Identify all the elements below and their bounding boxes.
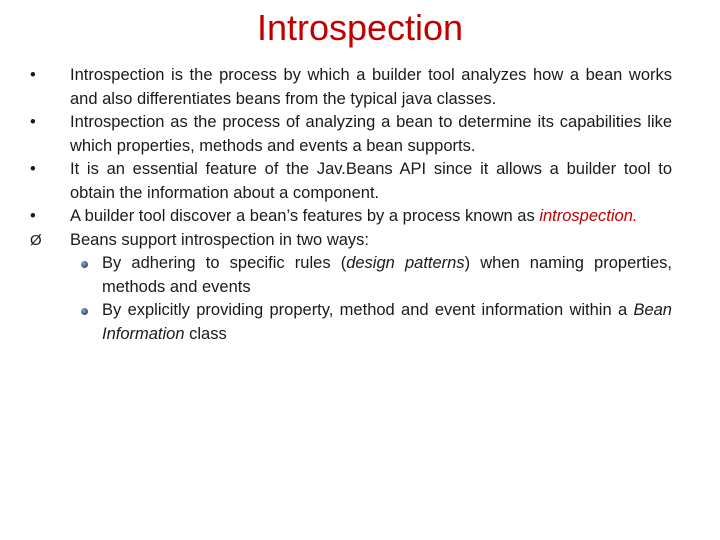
bullet-item xyxy=(30,205,672,229)
slide-body xyxy=(30,64,672,346)
sub-bullet-item xyxy=(30,252,672,299)
bullet-text: Introspection as the process of analyzing a bean to determine its capabilities like which properties, methods and events a bean supports. xyxy=(70,113,672,155)
arrow-bullet-icon: Ø xyxy=(30,231,42,249)
sub-bullet-dot-icon xyxy=(81,308,88,315)
sub-bullet-dot-icon xyxy=(81,261,88,268)
bullet-text: Introspection is the process by which a builder tool analyzes how a bean works and also differentiates beans from the typical java classes. xyxy=(70,66,672,108)
emphasis-term: Bean Information xyxy=(102,301,672,343)
slide-title: Introspection xyxy=(256,7,464,48)
bullet-icon: • xyxy=(30,207,36,225)
sub-bullet-text: class xyxy=(184,324,227,343)
emphasis-period: . xyxy=(632,207,638,225)
bullet-item xyxy=(30,158,672,205)
bullet-icon: • xyxy=(30,66,36,84)
arrow-item xyxy=(30,229,672,253)
sub-bullet-text: By explicitly providing property, method and event information within a xyxy=(102,301,634,319)
bullet-text: It is an essential feature of the Jav.Beans API since it allows a builder tool to obtain the information about a component. xyxy=(70,160,672,202)
bullet-icon: • xyxy=(30,113,36,131)
bullet-icon: • xyxy=(30,160,36,178)
sub-bullet-item xyxy=(30,299,672,346)
arrow-item-text: Beans support introspection in two ways: xyxy=(70,230,369,249)
bullet-text: A builder tool discover a bean’s features by a process known as xyxy=(70,207,540,225)
emphasis-term: introspection xyxy=(539,207,633,225)
bullet-item xyxy=(30,111,672,158)
bullet-item xyxy=(30,64,672,111)
sub-bullet-text: By adhering to specific rules ( xyxy=(102,254,347,272)
emphasis-term: design patterns xyxy=(346,254,465,272)
sub-bullet-text: ) when naming properties, methods and events xyxy=(102,254,673,296)
